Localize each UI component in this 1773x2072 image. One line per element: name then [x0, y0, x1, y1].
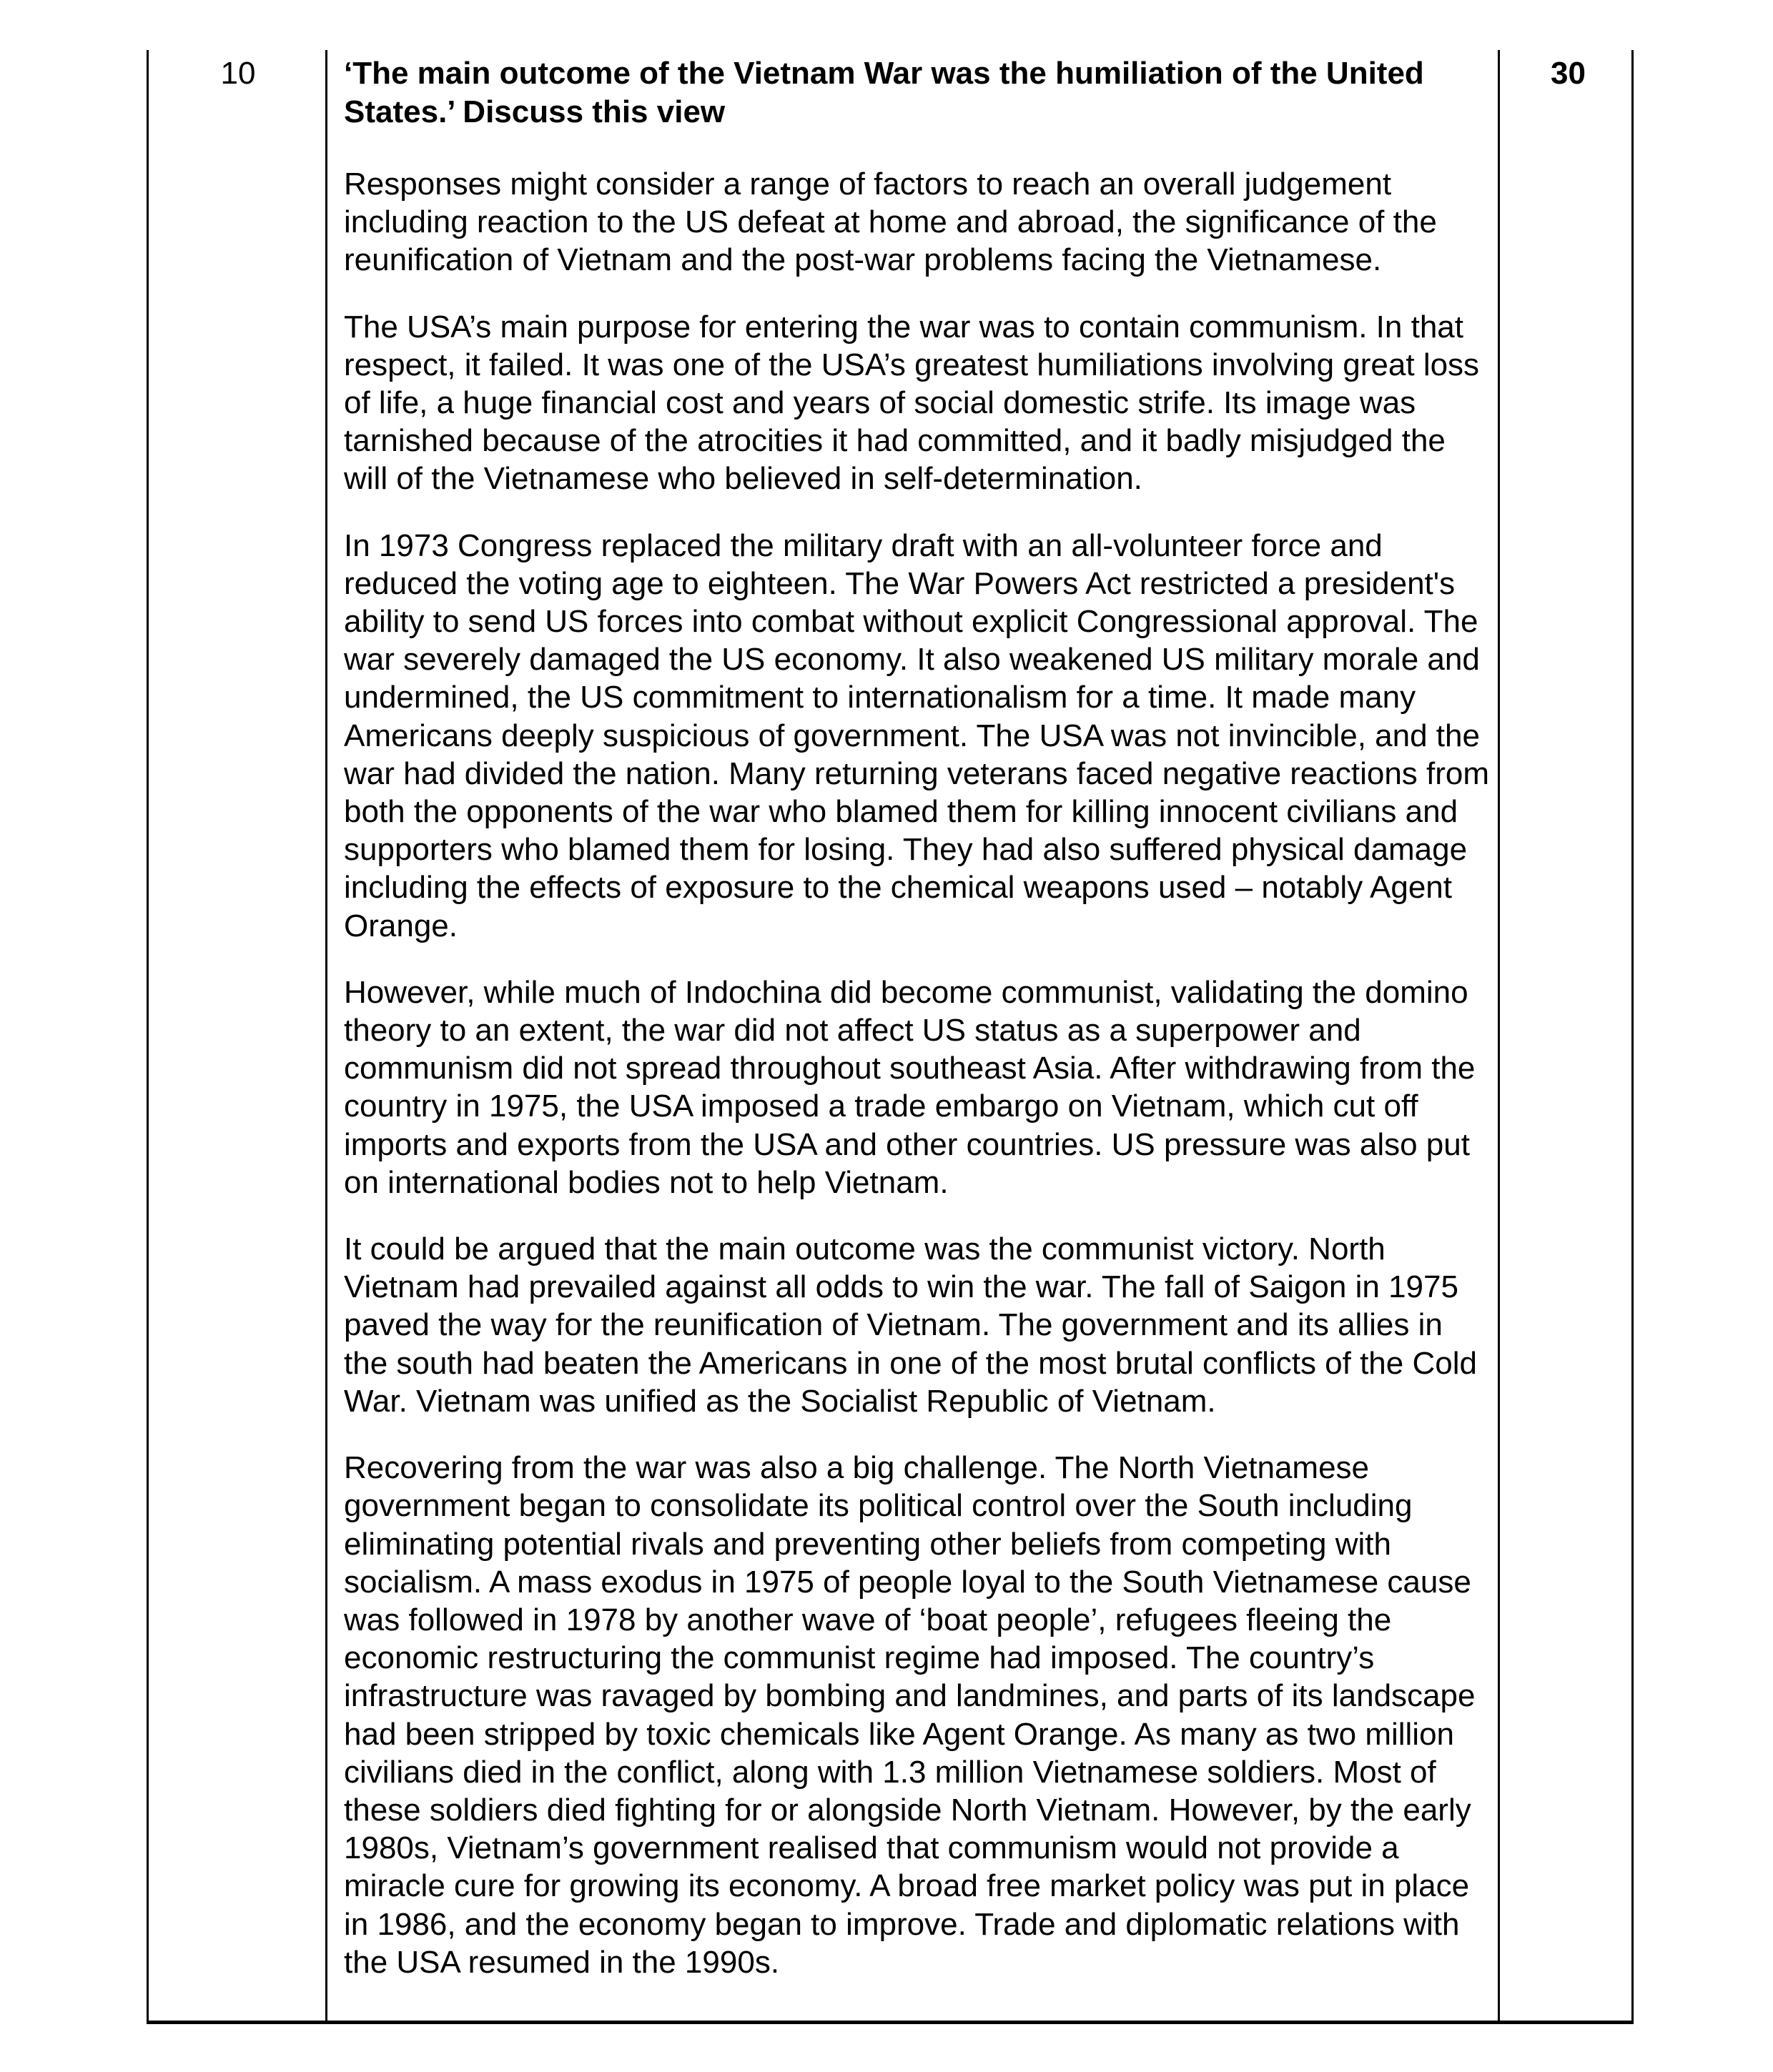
answer-content	[344, 54, 1491, 2010]
column-divider-question	[325, 50, 327, 2024]
question-number: 10	[220, 56, 256, 91]
table-border-right	[1631, 50, 1634, 2024]
guidance-paragraph-4: However, while much of Indochina did become communist, validating the domino theory to an extent, the war did not affect US status as a superpower and communism did not spread throughout southeast Asia. After withdrawing from the country in 1975, the USA imposed a trade embargo on Vietnam, which cut off imports and exports from the USA and other countries. US pressure was also put on international bodies not to help Vietnam.	[344, 974, 1476, 1200]
mark-scheme-table	[147, 50, 1634, 2024]
guidance-paragraph-5: It could be argued that the main outcome was the communist victory. North Vietnam had prevailed against all odds to win the war. The fall of Saigon in 1975 paved the way for the reunification of Vietnam. The government and its allies in the south had beaten the Americans in one of the most brutal conflicts of the Cold War. Vietnam was unified as the Socialist Republic of Vietnam.	[344, 1231, 1477, 1419]
marks-value: 30	[1551, 56, 1586, 91]
table-border-left	[147, 50, 149, 2024]
column-divider-marks	[1498, 50, 1500, 2024]
guidance-paragraph-6: Recovering from the war was also a big challenge. The North Vietnamese government began to consolidate its political control over the South including eliminating potential rivals and preventing other beliefs from competing with socialism. A mass exodus in 1975 of people loyal to the South Vietnamese cause was followed in 1978 by another wave of ‘boat people’, refugees fleeing the economic restructuring the communist regime had imposed. The country’s infrastructure was ravaged by bombing and landmines, and parts of its landscape had been stripped by toxic chemicals like Agent Orange. As many as two million civilians died in the conflict, along with 1.3 million Vietnamese soldiers. Most of these soldiers died fighting for or alongside North Vietnam. However, by the early 1980s, Vietnam’s government realised that communism would not provide a miracle cure for growing its economy. A broad free market policy was put in place in 1986, and the economy began to improve. Trade and diplomatic relations with the USA resumed in the 1990s.	[344, 1450, 1476, 1980]
table-border-bottom	[147, 2021, 1634, 2024]
guidance-paragraph-2: The USA’s main purpose for entering the war was to contain communism. In that respect, it failed. It was one of the USA’s greatest humiliations involving great loss of life, a huge financial cost and years of social domestic strife. Its image was tarnished because of the atrocities it had committed, and it badly misjudged the will of the Vietnamese who believed in self-determination.	[344, 309, 1480, 497]
guidance-paragraph-1: Responses might consider a range of factors to reach an overall judgement including reaction to the US defeat at home and abroad, the significance of the reunification of Vietnam and the post-war problems facing the Vietnamese.	[344, 167, 1437, 278]
question-text: ‘The main outcome of the Vietnam War was the humiliation of the United States.’ Discuss this view	[344, 56, 1424, 129]
guidance-paragraph-3: In 1973 Congress replaced the military draft with an all-volunteer force and reduced the voting age to eighteen. The War Powers Act restricted a president's ability to send US forces into combat without explicit Congressional approval. The war severely damaged the US economy. It also weakened US military morale and undermined, the US commitment to internationalism for a time. It made many Americans deeply suspicious of government. The USA was not invincible, and the war had divided the nation. Many returning veterans faced negative reactions from both the opponents of the war who blamed them for killing innocent civilians and supporters who blamed them for losing. They had also suffered physical damage including the effects of exposure to the chemical weapons used – notably Agent Orange.	[344, 527, 1490, 943]
